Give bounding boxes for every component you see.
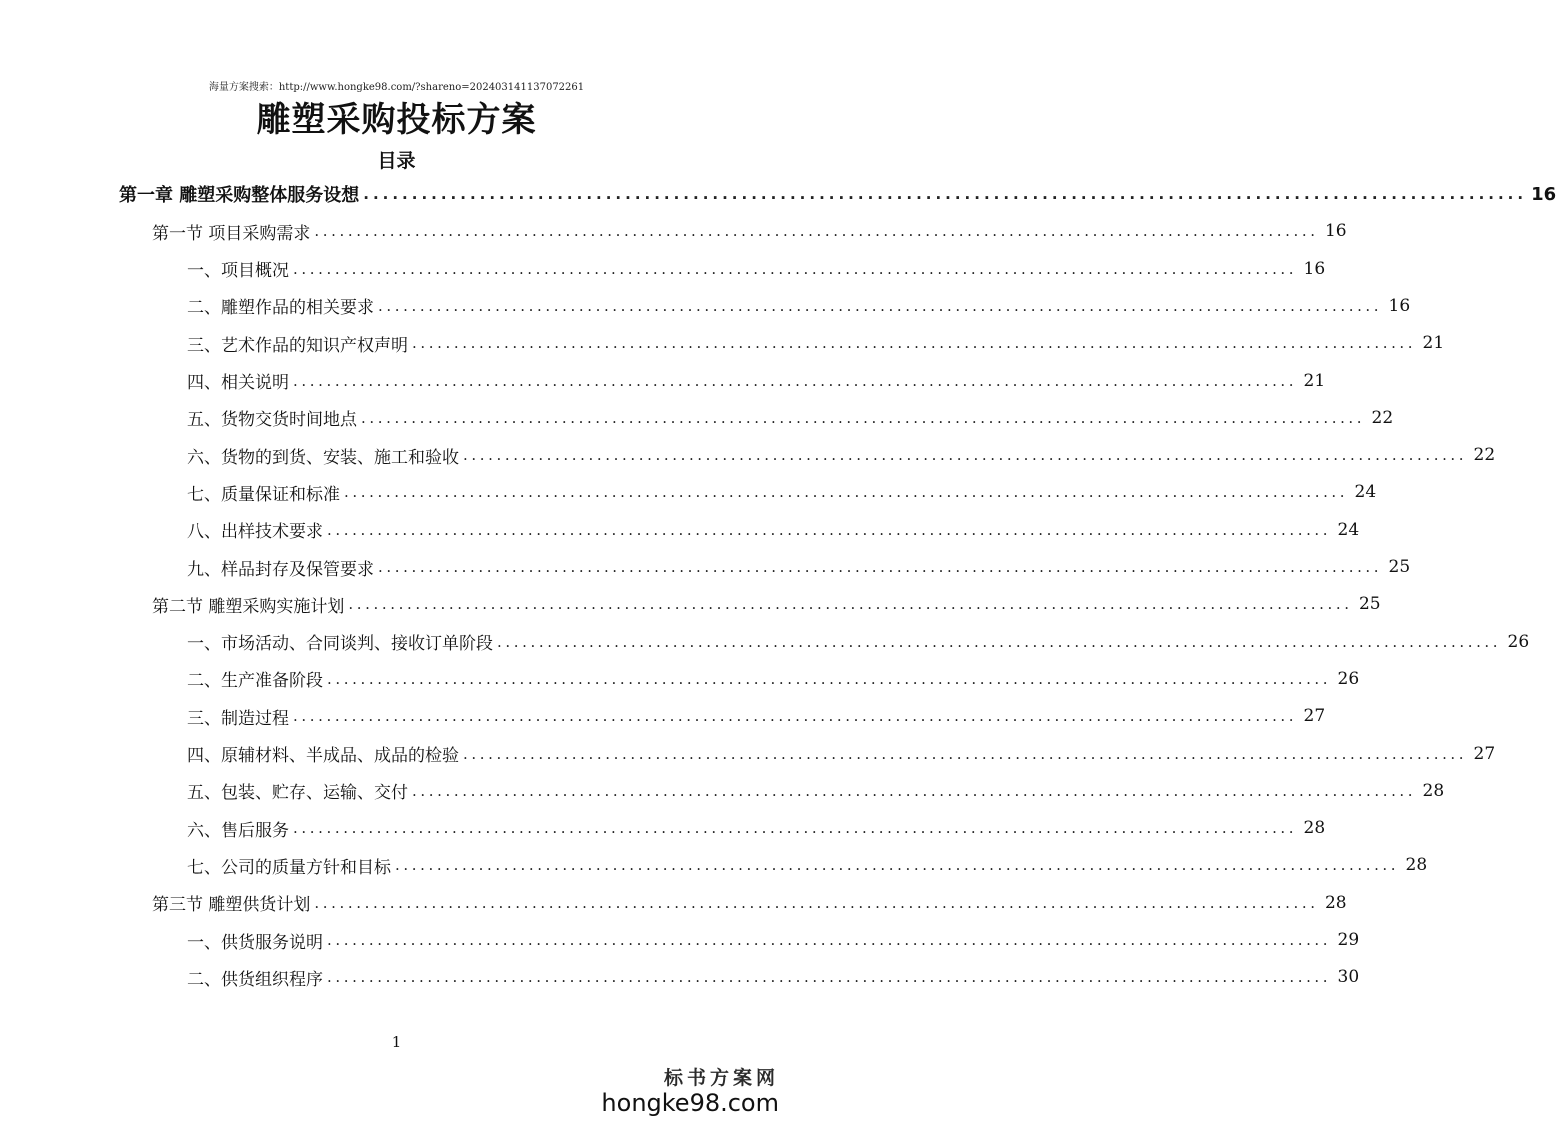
toc-entry-page: 22 (1473, 445, 1496, 466)
toc-entry-label: 一、供货服务说明 (187, 932, 323, 953)
toc-leader-dots: ........................................................................................................................ (463, 446, 1468, 465)
site-watermark (601, 1063, 779, 1116)
toc-entry-label: 六、售后服务 (187, 820, 289, 841)
toc-entry[interactable] (187, 736, 1496, 772)
toc-entry-label: 八、出样技术要求 (187, 522, 323, 543)
toc-leader-dots: ........................................................................................................................ (412, 781, 1417, 800)
toc-entry[interactable] (187, 661, 1360, 697)
toc-entry-page: 29 (1337, 930, 1360, 950)
toc-entry-page: 26 (1337, 668, 1360, 689)
toc-entry-label: 二、供货组织程序 (187, 969, 323, 990)
toc-entry-page: 16 (1531, 183, 1556, 205)
toc-entry-page: 27 (1473, 743, 1496, 764)
toc-leader-dots: ........................................................................................................................ (395, 856, 1400, 875)
toc-entry-label: 四、相关说明 (187, 373, 289, 393)
toc-entry-page: 21 (1422, 333, 1445, 354)
toc-entry-label: 一、市场活动、合同谈判、接收订单阶段 (187, 634, 493, 655)
toc-leader-dots: ........................................................................................................................ (327, 968, 1332, 987)
toc-entry-page: 21 (1303, 370, 1326, 391)
toc-leader-dots: ........................................................................................................................ (327, 931, 1332, 949)
toc-entry-label: 第二节 雕塑采购实施计划 (152, 596, 345, 617)
toc-leader-dots: ........................................................................................................................ (363, 185, 1528, 203)
toc-leader-dots: ........................................................................................................................ (378, 296, 1383, 315)
toc-entry-label: 第一章 雕塑采购整体服务设想 (119, 185, 360, 206)
toc-leader-dots: ........................................................................................................................ (293, 707, 1298, 726)
document-title: 雕塑采购投标方案 (256, 100, 537, 140)
toc-entry-page: 25 (1388, 557, 1411, 577)
page-number: 1 (391, 1033, 402, 1051)
toc-entry-page: 28 (1303, 818, 1326, 839)
toc-entry[interactable] (187, 400, 1394, 436)
toc-entry[interactable] (152, 213, 1347, 249)
toc-entry[interactable] (119, 176, 1556, 212)
toc-leader-dots: ........................................................................................................................ (293, 819, 1298, 838)
toc-entry[interactable] (152, 885, 1347, 921)
toc-entry-label: 七、公司的质量方针和目标 (187, 857, 391, 878)
toc-entry-page: 28 (1405, 855, 1428, 876)
watermark-domain: hongke98.com (601, 1089, 779, 1117)
toc-entry-page: 16 (1303, 258, 1326, 279)
toc-entry-page: 25 (1358, 594, 1381, 615)
toc-leader-dots: ........................................................................................................................ (463, 744, 1468, 763)
toc-leader-dots: ........................................................................................................................ (314, 222, 1319, 241)
toc-entry-label: 一、项目概况 (187, 261, 289, 282)
toc-leader-dots: ........................................................................................................................ (327, 520, 1332, 539)
toc-entry-page: 28 (1422, 780, 1445, 801)
toc-entry[interactable] (187, 325, 1445, 361)
toc-entry[interactable] (187, 474, 1377, 510)
toc-entry-label: 七、质量保证和标准 (187, 484, 340, 505)
toc-entry-label: 五、货物交货时间地点 (187, 410, 357, 431)
toc-entry-label: 六、货物的到货、安装、施工和验收 (187, 447, 459, 468)
toc-leader-dots: ........................................................................................................................ (293, 371, 1298, 390)
toc-entry[interactable] (187, 549, 1411, 585)
toc-leader-dots: ........................................................................................................................ (293, 259, 1298, 278)
toc-leader-dots: ........................................................................................................................ (344, 483, 1349, 502)
toc-entry[interactable] (187, 847, 1428, 883)
toc-entry[interactable] (187, 363, 1326, 399)
toc-leader-dots: ........................................................................................................................ (327, 669, 1332, 688)
toc-entry-page: 28 (1324, 892, 1347, 913)
toc-entry-label: 九、样品封存及保管要求 (187, 559, 374, 580)
toc-entry-label: 四、原辅材料、半成品、成品的检验 (187, 746, 459, 766)
toc-entry[interactable] (187, 437, 1496, 473)
toc-entry-label: 第三节 雕塑供货计划 (152, 895, 311, 916)
toc-entry[interactable] (187, 810, 1326, 846)
toc-entry-label: 二、雕塑作品的相关要求 (187, 298, 374, 319)
watermark-title: 标书方案网 (663, 1067, 779, 1089)
toc-entry[interactable] (187, 288, 1411, 324)
toc-entry-page: 27 (1303, 706, 1326, 727)
toc-entry[interactable] (152, 586, 1381, 622)
toc-entry[interactable] (187, 251, 1326, 287)
toc-entry-page: 16 (1324, 221, 1347, 242)
toc-entry-label: 第一节 项目采购需求 (152, 223, 311, 244)
toc-leader-dots: ........................................................................................................................ (412, 334, 1417, 353)
source-url-line: 海量方案搜索：http://www.hongke98.com/?shareno=202403141137072261 (208, 82, 585, 93)
toc-entry-page: 26 (1507, 631, 1530, 652)
toc-entry-label: 二、生产准备阶段 (187, 671, 323, 692)
toc-entry[interactable] (187, 773, 1445, 809)
toc-entry-page: 22 (1371, 407, 1394, 428)
toc-entry-label: 三、制造过程 (187, 708, 289, 729)
toc-leader-dots: ........................................................................................................................ (314, 893, 1319, 912)
toc-entry[interactable] (187, 922, 1360, 958)
toc-entry-label: 三、艺术作品的知识产权声明 (187, 335, 408, 356)
toc-entry[interactable] (187, 624, 1530, 660)
toc-entry[interactable] (187, 959, 1360, 995)
toc-entry[interactable] (187, 698, 1326, 734)
toc-leader-dots: ........................................................................................................................ (348, 595, 1353, 614)
toc-entry-page: 16 (1388, 295, 1411, 316)
toc-leader-dots: ........................................................................................................................ (378, 558, 1383, 576)
toc-leader-dots: ........................................................................................................................ (361, 408, 1366, 427)
toc-entry-page: 30 (1337, 967, 1360, 988)
toc-entry-page: 24 (1337, 519, 1360, 540)
toc-entry[interactable] (187, 512, 1360, 548)
toc-heading: 目录 (377, 150, 416, 172)
toc-entry-page: 24 (1354, 482, 1377, 503)
toc-leader-dots: ........................................................................................................................ (497, 632, 1502, 651)
toc-entry-label: 五、包装、贮存、运输、交付 (187, 783, 408, 804)
